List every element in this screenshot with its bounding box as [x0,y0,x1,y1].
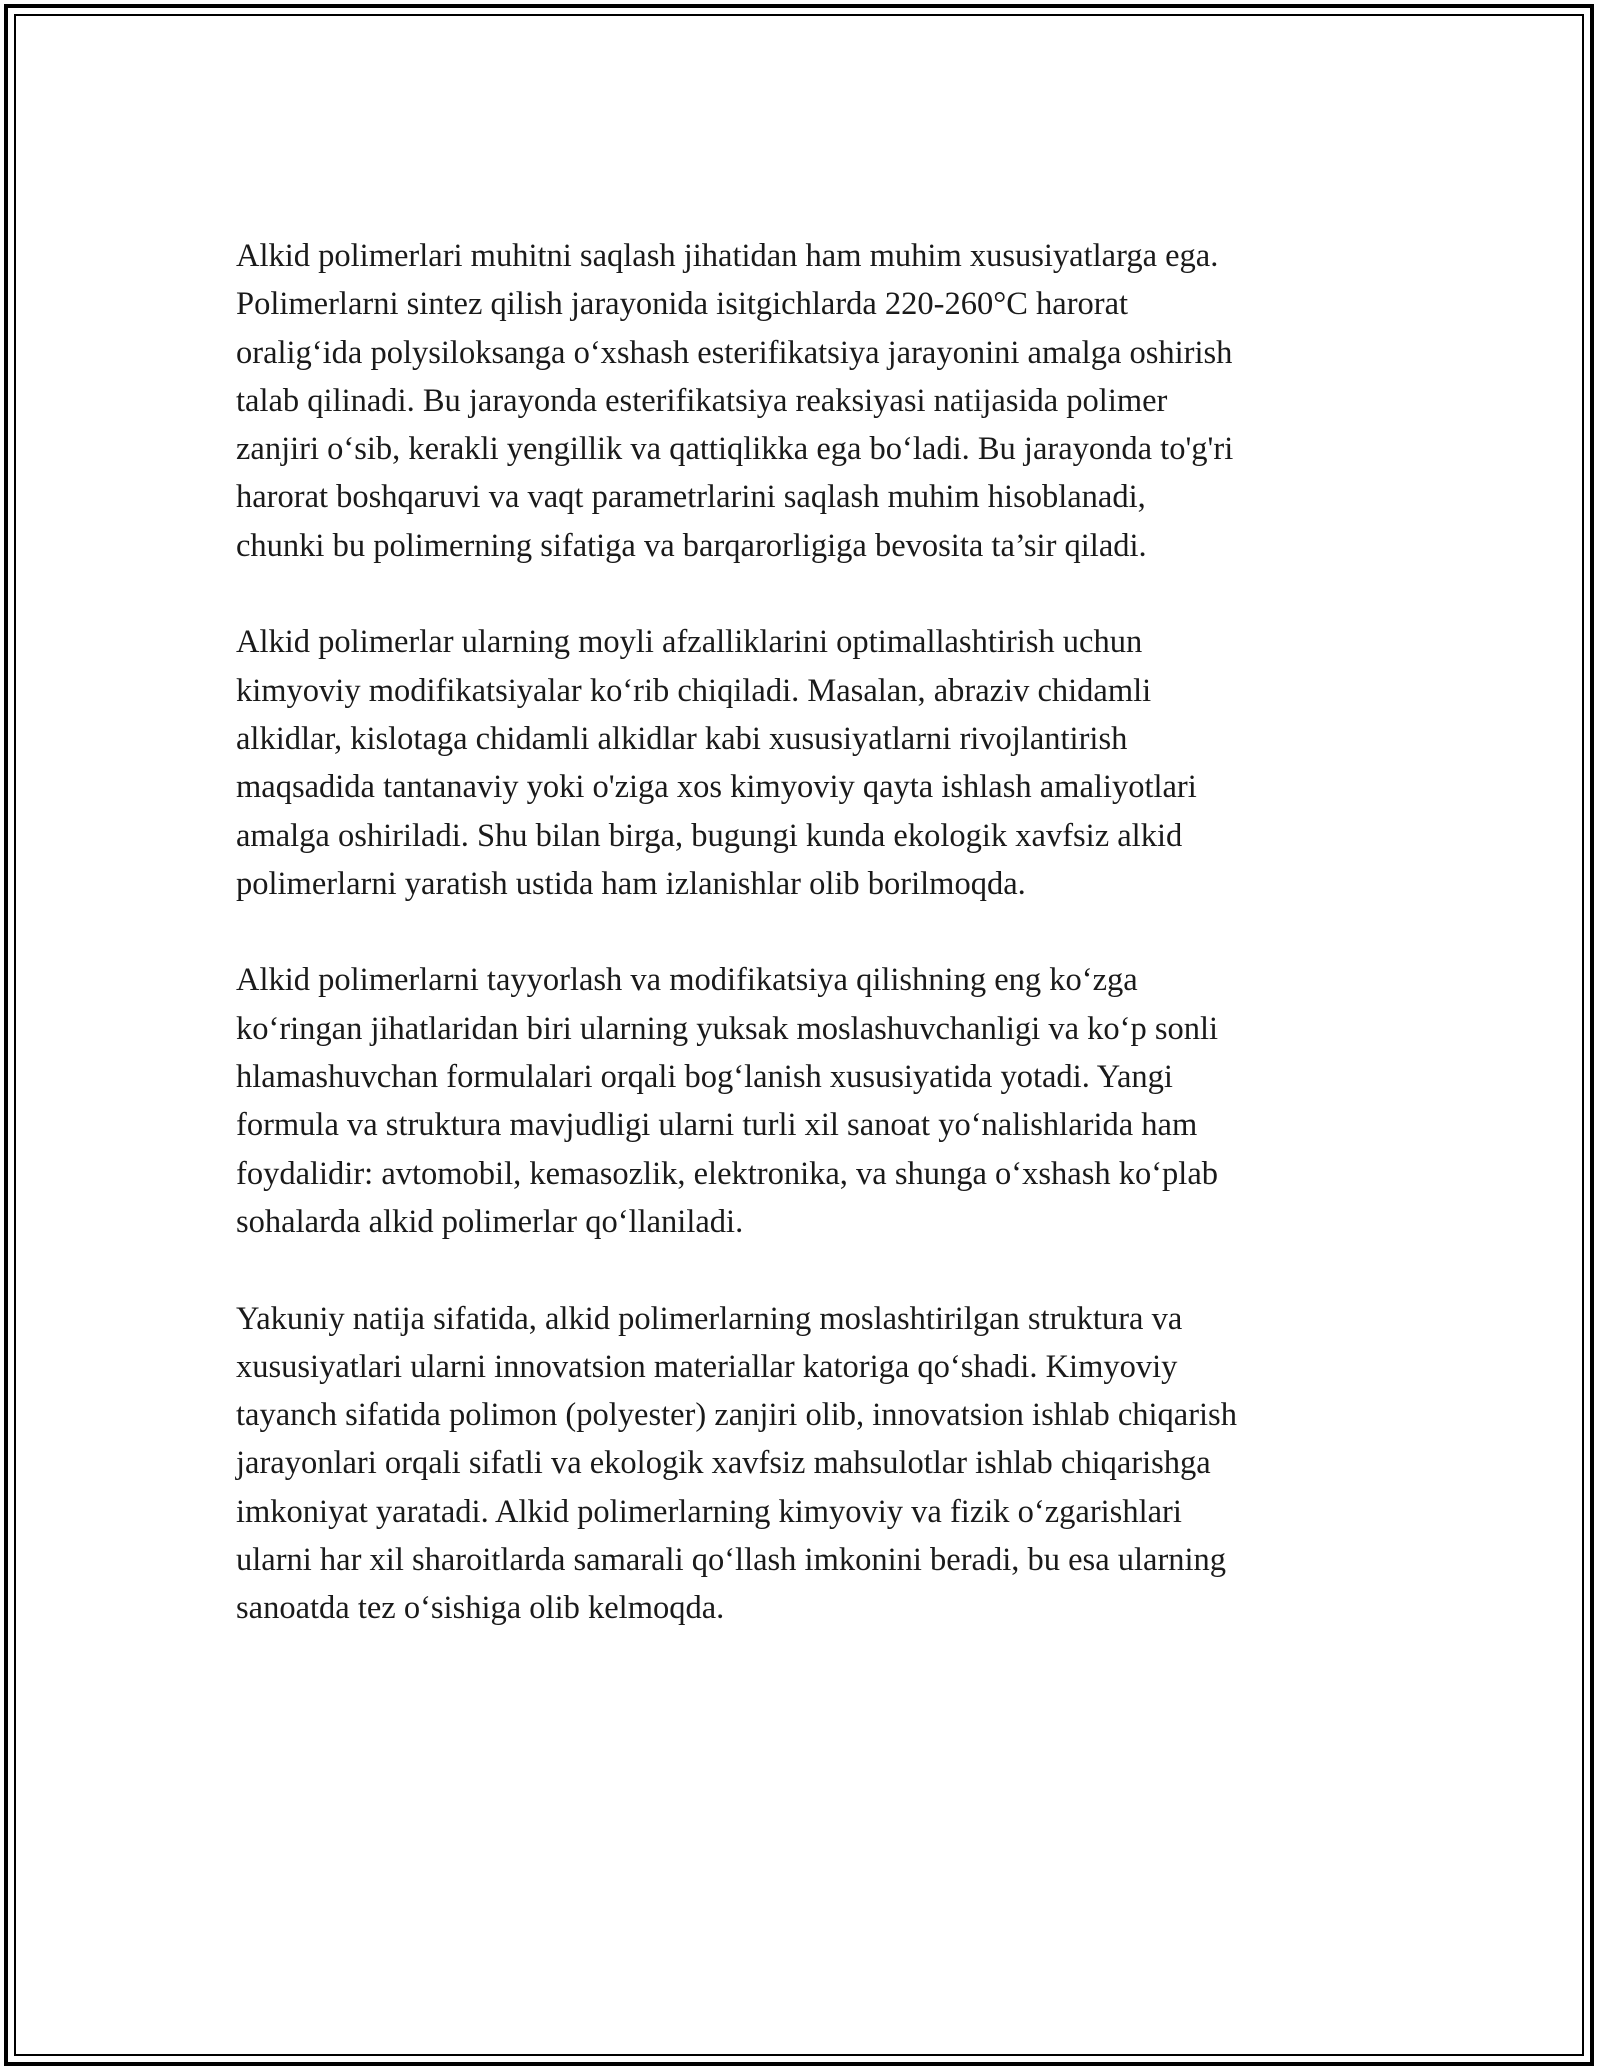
text-line: Yakuniy natija sifatida, alkid polimerlarning moslashtirilgan struktura va [236,1300,1183,1337]
text-line: Alkid polimerlarni tayyorlash va modifikatsiya qilishning eng ko‘zga [236,962,1138,999]
paragraph-2 [236,618,1376,908]
text-line: foydalidir: avtomobil, kemasozlik, elektronika, va shunga o‘xshash ko‘plab [236,1155,1218,1192]
text-line: ko‘ringan jihatlaridan biri ularning yuksak moslashuvchanligi va ko‘p sonli [236,1010,1219,1047]
text-line: xususiyatlari ularni innovatsion materiallar katoriga qo‘shadi. Kimyoviy [236,1348,1178,1385]
text-line: polimerlarni yaratish ustida ham izlanishlar olib borilmoqda. [236,865,1026,902]
document-body [236,232,1376,1681]
text-line: ularni har xil sharoitlarda samarali qo‘llash imkonini beradi, bu esa ularning [236,1542,1227,1579]
text-line: hlamashuvchan formulalari orqali bog‘lanish xususiyatida yotadi. Yangi [236,1059,1173,1096]
text-line: sohalarda alkid polimerlar qo‘llaniladi. [236,1203,744,1240]
text-line: jarayonlari orqali sifatli va ekologik xavfsiz mahsulotlar ishlab chiqarishga [236,1445,1211,1482]
text-line: tayanch sifatida polimon (polyester) zanjiri olib, innovatsion ishlab chiqarish [236,1397,1237,1434]
text-line: kimyoviy modifikatsiyalar ko‘rib chiqiladi. Masalan, abraziv chidamli [236,672,1152,709]
text-line: zanjiri o‘sib, kerakli yengillik va qattiqlikka ega bo‘ladi. Bu jarayonda to'g'ri [236,431,1234,468]
text-line: maqsadida tantanaviy yoki o'ziga xos kimyoviy qayta ishlash amaliyotlari [236,769,1197,806]
text-line: talab qilinadi. Bu jarayonda esterifikatsiya reaksiyasi natijasida polimer [236,382,1168,419]
text-line: oralig‘ida polysiloksanga o‘xshash esterifikatsiya jarayonini amalga oshirish [236,334,1233,371]
text-line: formula va struktura mavjudligi ularni turli xil sanoat yo‘nalishlarida ham [236,1107,1198,1144]
text-line: sanoatda tez o‘sishiga olib kelmoqda. [236,1590,725,1627]
text-line: alkidlar, kislotaga chidamli alkidlar kabi xususiyatlarni rivojlantirish [236,720,1128,757]
text-line: Alkid polimerlari muhitni saqlash jihatidan ham muhim xususiyatlarga ega. [236,238,1219,274]
text-line: imkoniyat yaratadi. Alkid polimerlarning kimyoviy va fizik o‘zgarishlari [236,1493,1182,1530]
paragraph-4 [236,1295,1376,1633]
text-line: Alkid polimerlar ularning moyli afzalliklarini optimallashtirish uchun [236,624,1143,661]
text-line: Polimerlarni sintez qilish jarayonida isitgichlarda 220-260°C harorat [236,286,1129,323]
text-line: harorat boshqaruvi va vaqt parametrlarini saqlash muhim hisoblanadi, [236,479,1146,516]
paragraph-1 [236,232,1376,570]
paragraph-3 [236,956,1376,1246]
text-line: chunki bu polimerning sifatiga va barqarorligiga bevosita ta’sir qiladi. [236,527,1147,564]
text-line: amalga oshiriladi. Shu bilan birga, bugungi kunda ekologik xavfsiz alkid [236,817,1183,854]
